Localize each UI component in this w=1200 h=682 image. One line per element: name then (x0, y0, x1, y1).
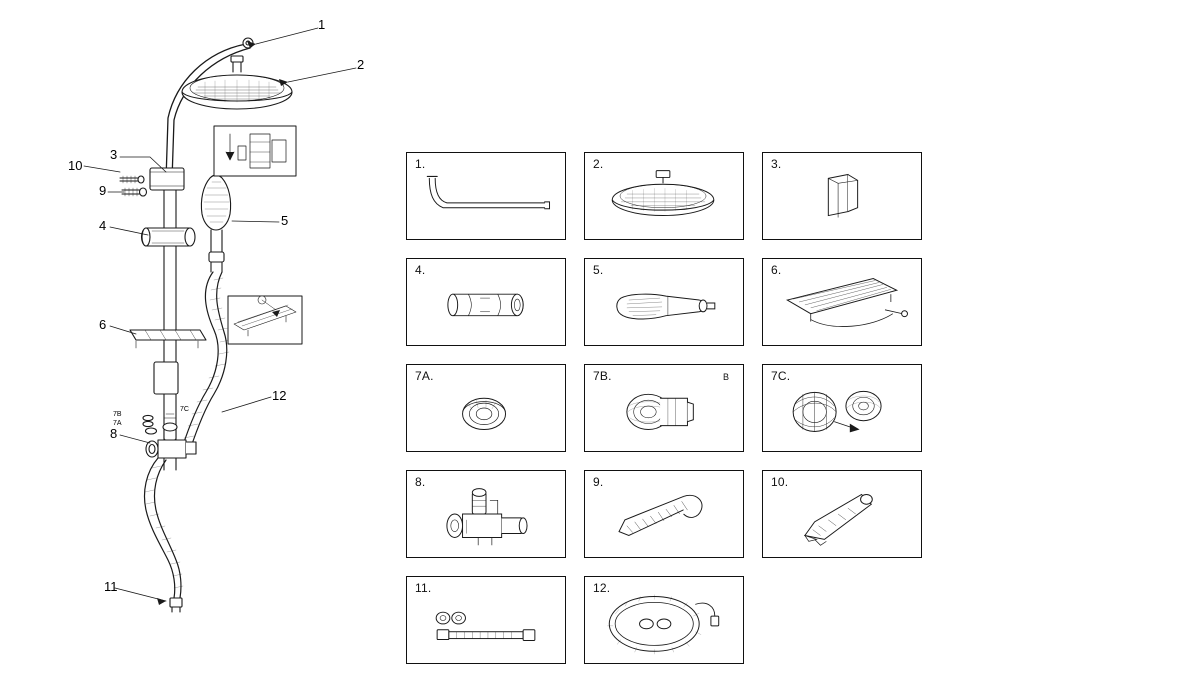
callout-9: 9 (99, 183, 107, 198)
callout-2: 2 (357, 57, 365, 72)
part-box-7b (584, 364, 744, 452)
callout-12: 12 (272, 388, 287, 403)
part-box-8 (406, 470, 566, 558)
part-number-9: 9. (593, 475, 604, 489)
assembly-svg (0, 0, 400, 659)
part-box-10 (762, 470, 922, 558)
callout-6: 6 (99, 317, 107, 332)
part-number-10: 10. (771, 475, 789, 489)
part-number-12: 12. (593, 581, 611, 595)
part-box-2 (584, 152, 744, 240)
parts-legend-grid (406, 152, 1116, 682)
part-art-wall-anchor-screw (585, 471, 743, 557)
assembly-drawing (0, 0, 400, 659)
part-box-12 (584, 576, 744, 664)
part-box-3 (762, 152, 922, 240)
part-number-7a: 7A. (415, 369, 434, 383)
part-box-5 (584, 258, 744, 346)
part-number-6: 6. (771, 263, 782, 277)
part-art-rain-shower-head (585, 153, 743, 239)
callout-11: 11 (104, 579, 118, 594)
part-number-2: 2. (593, 157, 604, 171)
callout-3: 3 (110, 147, 118, 162)
callout-4: 4 (99, 218, 107, 233)
callout-7b: 7B (113, 411, 122, 418)
part-box-9 (584, 470, 744, 558)
part-art-hand-shower-handset (585, 259, 743, 345)
part-number-4: 4. (415, 263, 426, 277)
part-number-5: 5. (593, 263, 604, 277)
part-box-4 (406, 258, 566, 346)
callout-7a: 7A (113, 420, 122, 427)
part-box-7c (762, 364, 922, 452)
part-art-diverter-valve-body (407, 471, 565, 557)
part-art-wall-bracket-cover (763, 153, 921, 239)
part-number-3: 3. (771, 157, 782, 171)
part-number-11: 11. (415, 581, 432, 595)
part-box-11 (406, 576, 566, 664)
callout-8: 8 (110, 426, 118, 441)
part-box-1 (406, 152, 566, 240)
part-box-6 (762, 258, 922, 346)
part-number-7b: 7B. (593, 369, 612, 383)
part-number-7c: 7C. (771, 369, 791, 383)
part-art-shelf-tray (763, 259, 921, 345)
part-box-7a (406, 364, 566, 452)
callout-7c: 7C (180, 406, 189, 413)
callout-5: 5 (281, 213, 289, 228)
part-number-8: 8. (415, 475, 426, 489)
part-number-1: 1. (415, 157, 426, 171)
callout-1: 1 (318, 17, 326, 32)
part-sublabel-7b: B (722, 372, 729, 382)
part-art-sliding-holder-bracket (407, 259, 565, 345)
part-art-riser-pipe-elbow (407, 153, 565, 239)
callout-10: 10 (68, 158, 83, 173)
